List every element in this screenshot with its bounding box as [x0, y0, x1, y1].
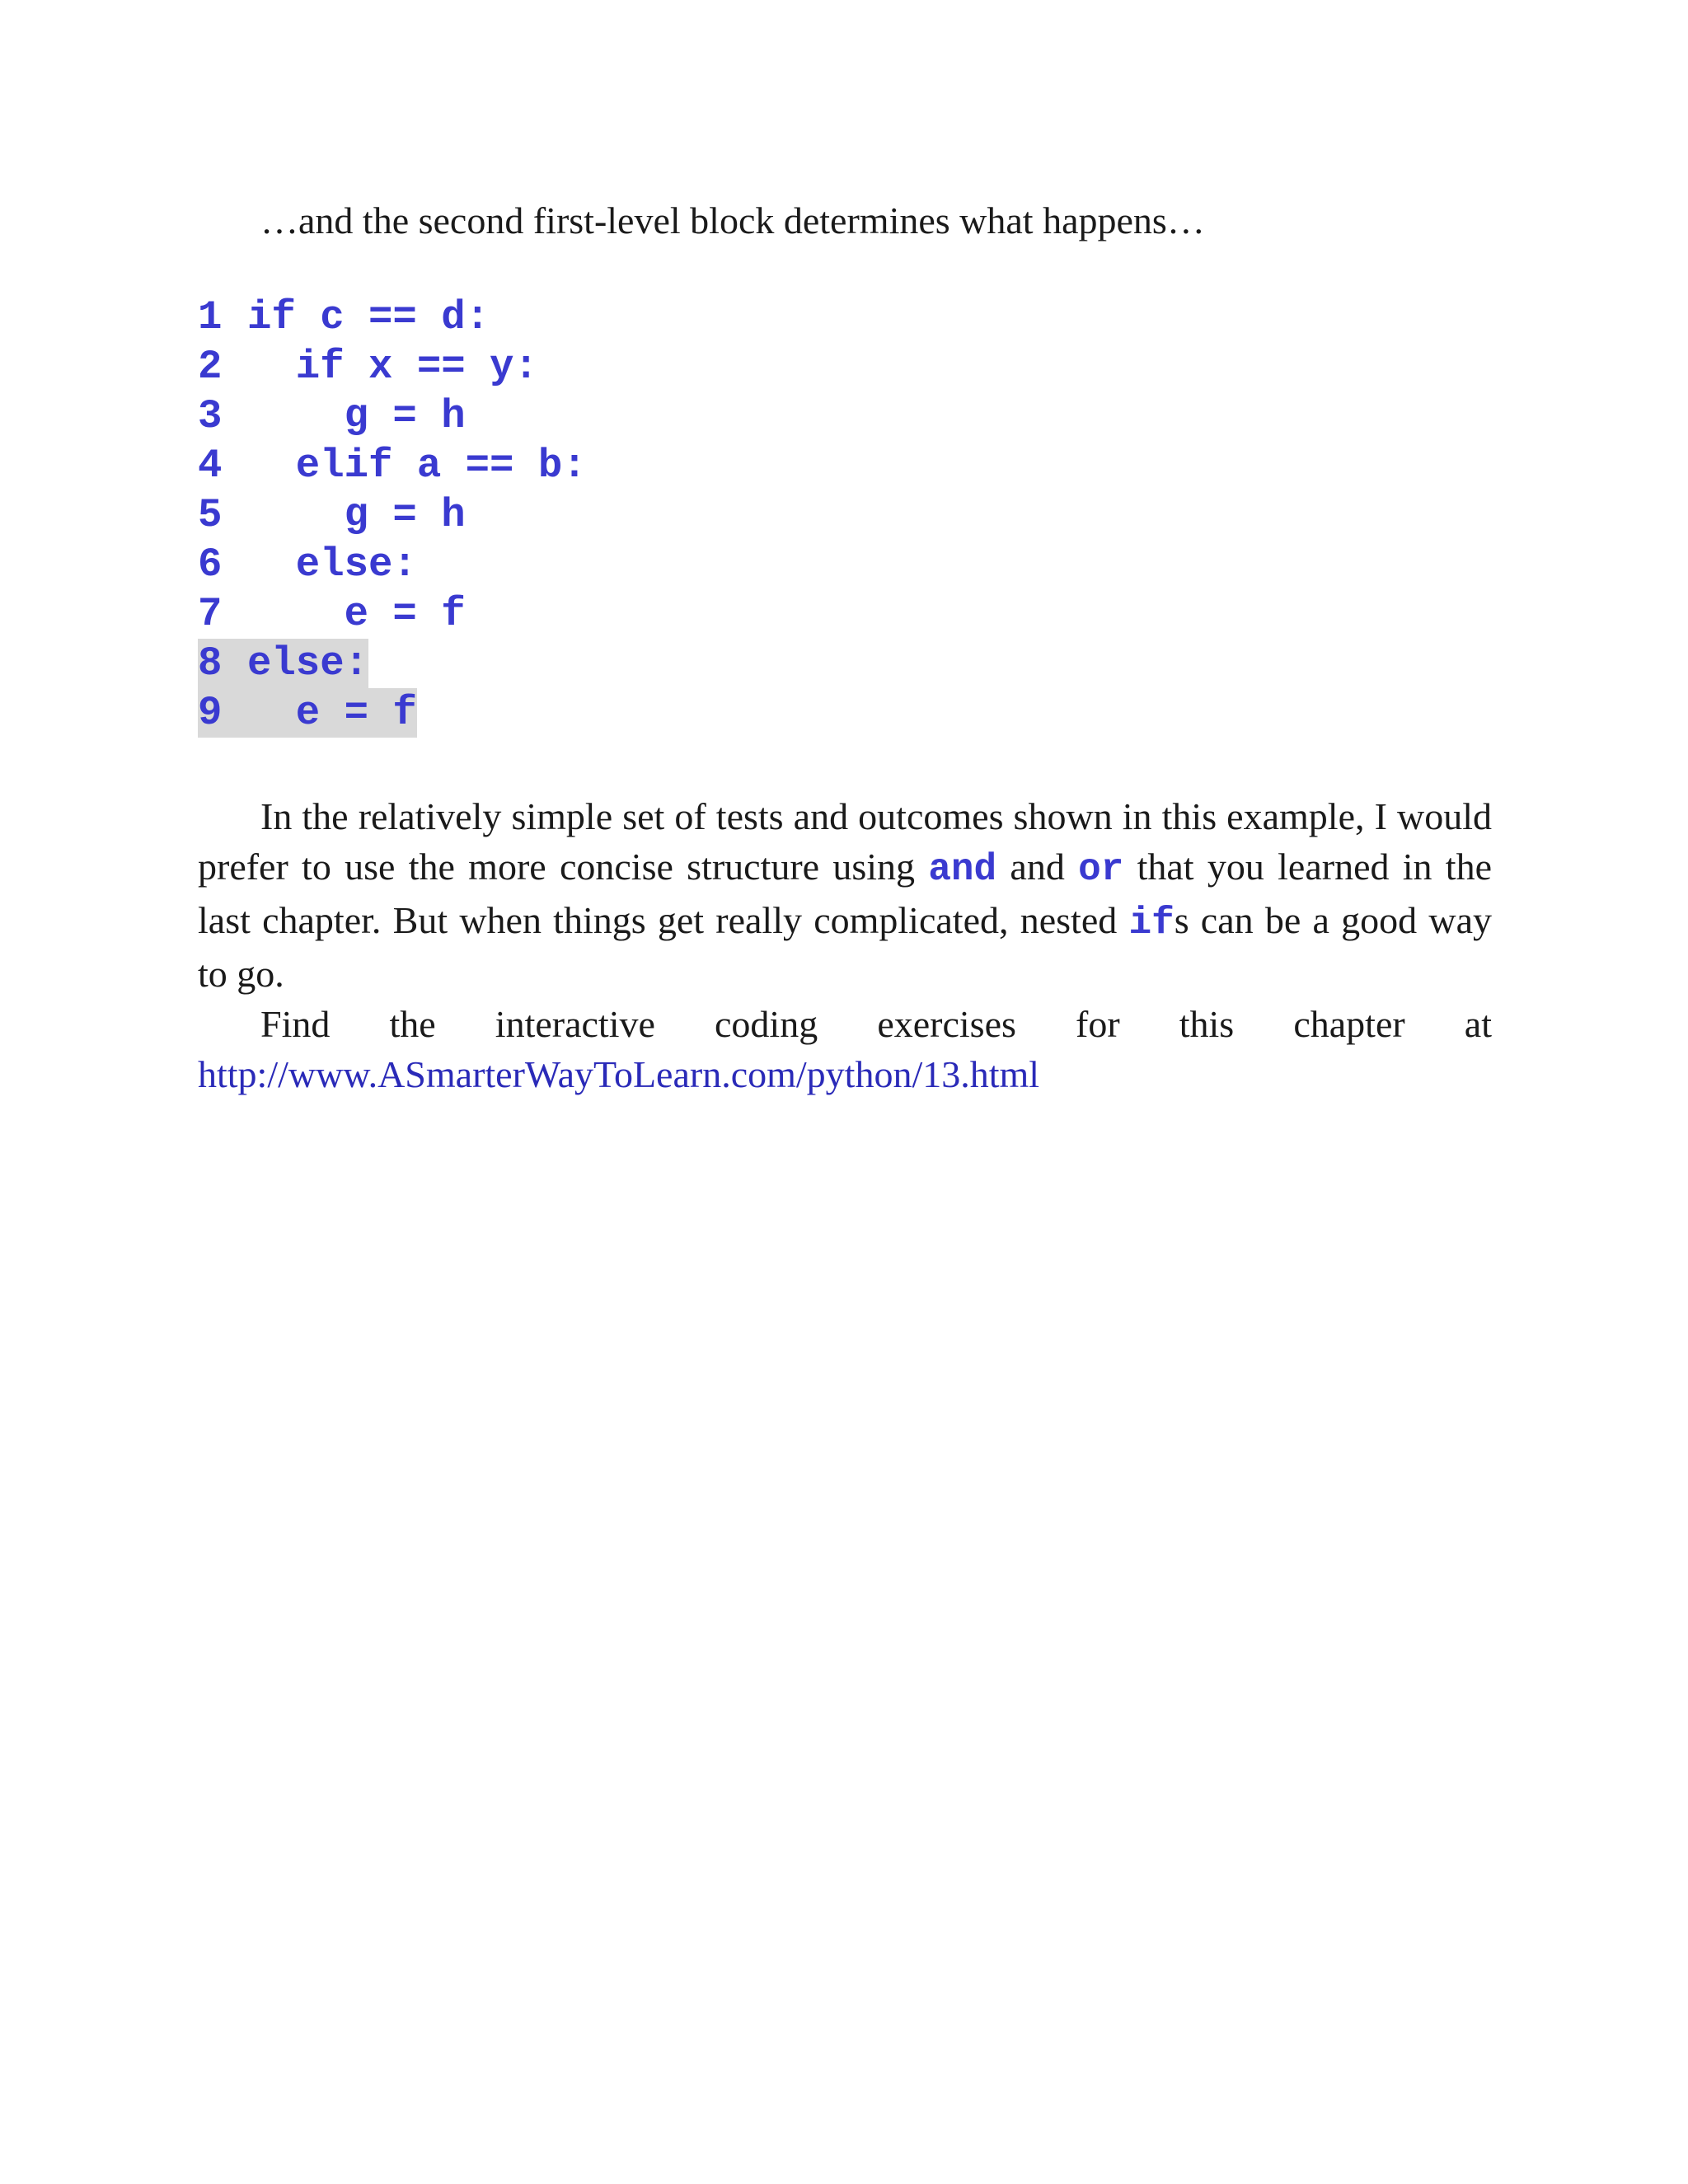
paragraph-nested-ifs: [198, 791, 1492, 999]
code-text: if c == d:: [247, 294, 490, 340]
intro-text: …and the second first-level block determines what happens…: [260, 199, 1205, 241]
keyword-or: or: [1078, 848, 1124, 891]
line-number: 1: [198, 294, 223, 340]
line-number: 6: [198, 541, 223, 588]
code-text: else:: [247, 541, 417, 588]
code-line: [198, 441, 587, 490]
line-number: 9: [198, 690, 223, 736]
code-line: [198, 391, 587, 441]
code-line-highlighted: [198, 688, 587, 738]
paragraph-link: [198, 1049, 1492, 1099]
code-line: [198, 342, 587, 391]
code-text: e = f: [247, 591, 466, 637]
exercises-link[interactable]: http://www.ASmarterWayToLearn.com/python/13.html: [198, 1053, 1040, 1095]
text-run: and: [996, 846, 1079, 888]
code-text: elif a == b:: [247, 443, 587, 489]
keyword-and: and: [928, 848, 997, 891]
text-run: In the relatively simple set of tests and outcomes shown in this example, I would prefer to use the more concise structure using: [198, 795, 1492, 888]
highlight-bar: [198, 639, 368, 688]
code-line: [198, 293, 587, 342]
paragraph-exercises: [198, 999, 1492, 1049]
text-run: that you learned in the last chapter. But when things get really complicated, nested: [198, 846, 1493, 941]
line-number: 7: [198, 591, 223, 637]
code-text: e = f: [247, 690, 417, 736]
code-text: g = h: [247, 393, 466, 439]
code-line: [198, 589, 587, 639]
line-number: 2: [198, 344, 223, 390]
line-number: 3: [198, 393, 223, 439]
line-number: 4: [198, 443, 223, 489]
code-text: if x == y:: [247, 344, 538, 390]
code-line: [198, 490, 587, 540]
code-line-highlighted: [198, 639, 587, 688]
body-text: [198, 791, 1492, 1099]
line-number: 5: [198, 492, 223, 538]
code-listing: [198, 293, 587, 738]
code-text: else:: [247, 640, 369, 687]
exercises-text: Find the interactive coding exercises for this chapter at: [260, 1003, 1492, 1045]
text-run: s can be a good way to go.: [198, 899, 1492, 995]
code-line: [198, 540, 587, 589]
line-number: 8: [198, 640, 223, 687]
highlight-bar: [198, 688, 417, 738]
code-text: g = h: [247, 492, 466, 538]
keyword-if: if: [1128, 902, 1175, 944]
